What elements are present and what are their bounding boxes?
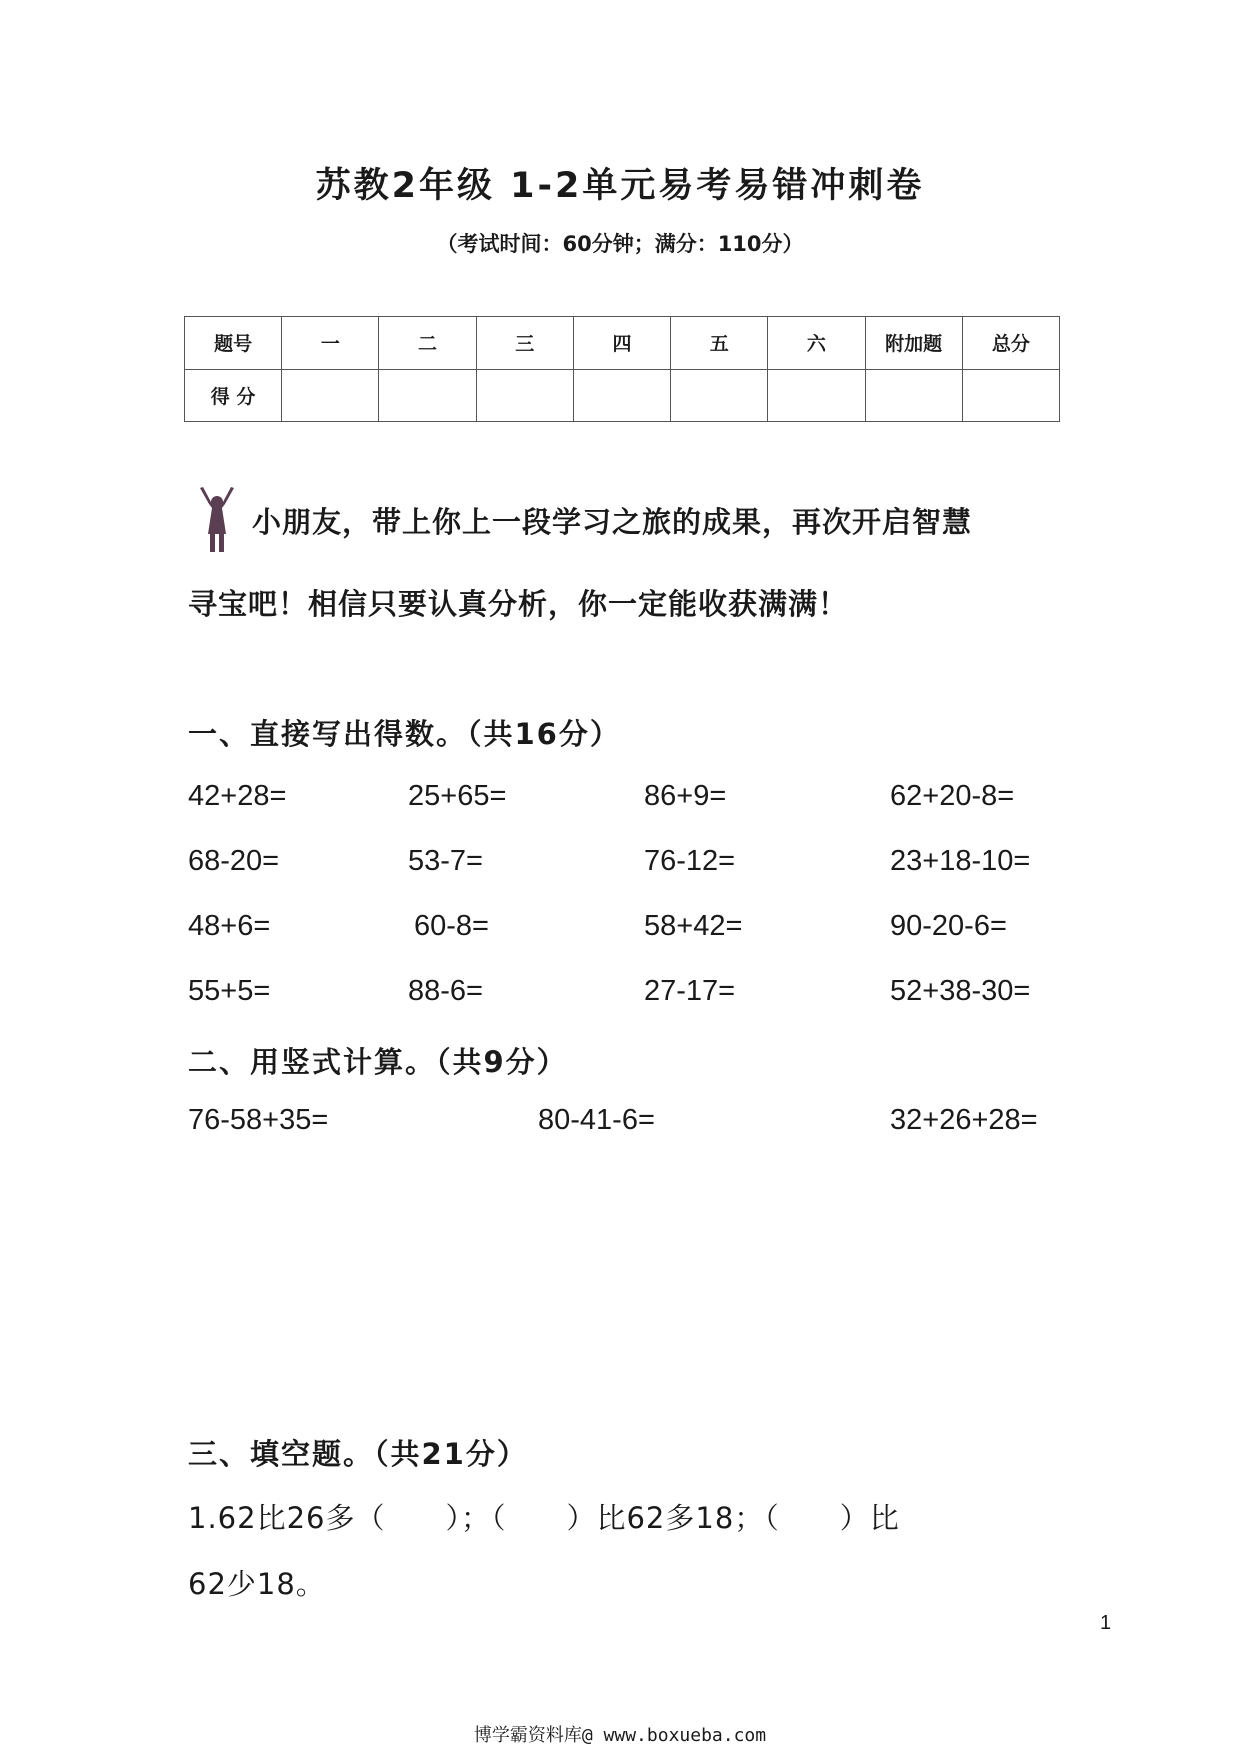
score-cell[interactable]	[768, 369, 865, 422]
exam-info: （考试时间：60分钟；满分：110分）	[436, 232, 804, 256]
problem-item: 88-6=	[408, 975, 483, 1007]
score-header-cell: 四	[573, 317, 670, 370]
fill-blank-question-1-cont: 62少18。	[188, 1567, 326, 1601]
problem-item: 52+38-30=	[890, 975, 1031, 1007]
problem-item: 76-12=	[644, 845, 736, 877]
problem-item: 68-20=	[188, 845, 280, 877]
score-cell[interactable]	[671, 369, 768, 422]
problem-item: 62+20-8=	[890, 780, 1015, 812]
problem-item: 86+9=	[644, 780, 727, 812]
score-table-header-row	[185, 317, 1060, 370]
intro-line-1: 小朋友，带上你上一段学习之旅的成果，再次开启智慧	[252, 505, 973, 539]
score-header-cell: 附加题	[865, 317, 962, 370]
page-number: 1	[1100, 1612, 1112, 1634]
score-table-score-row	[185, 369, 1060, 422]
problem-item: 23+18-10=	[890, 845, 1031, 877]
page-title: 苏教2年级 1-2单元易考易错冲刺卷	[315, 166, 925, 206]
score-cell[interactable]	[962, 369, 1059, 422]
score-header-cell: 总分	[962, 317, 1059, 370]
fill-blank-question-1: 1.62比26多（ ）；（ ）比62多18；（ ）比	[188, 1501, 900, 1535]
vertical-calc-problem: 76-58+35=	[188, 1104, 329, 1136]
problem-item: 58+42=	[644, 910, 743, 942]
vertical-calc-problem: 80-41-6=	[538, 1104, 655, 1136]
child-icon	[196, 486, 238, 554]
score-cell[interactable]	[282, 369, 379, 422]
section-1-heading: 一、直接写出得数。（共16分）	[188, 717, 621, 751]
problem-item: 42+28=	[188, 780, 287, 812]
score-header-cell: 一	[282, 317, 379, 370]
section-3-heading: 三、填空题。（共21分）	[188, 1437, 528, 1471]
score-cell[interactable]	[379, 369, 476, 422]
score-header-cell: 二	[379, 317, 476, 370]
section-2-heading: 二、用竖式计算。（共9分）	[188, 1045, 568, 1079]
score-header-cell: 六	[768, 317, 865, 370]
intro-line-2: 寻宝吧！相信只要认真分析，你一定能收获满满！	[188, 587, 849, 621]
score-header-cell: 题号	[185, 317, 282, 370]
score-header-cell: 三	[476, 317, 573, 370]
score-header-cell: 五	[671, 317, 768, 370]
problem-item: 25+65=	[408, 780, 507, 812]
score-cell[interactable]	[476, 369, 573, 422]
score-table	[184, 316, 1060, 422]
problem-item: 48+6=	[188, 910, 271, 942]
score-cell[interactable]	[573, 369, 670, 422]
problem-item: 60-8=	[414, 910, 489, 942]
problem-item: 27-17=	[644, 975, 736, 1007]
vertical-calc-problem: 32+26+28=	[890, 1104, 1038, 1136]
footer-watermark: 博学霸资料库@ www.boxueba.com	[473, 1725, 767, 1746]
problem-item: 90-20-6=	[890, 910, 1007, 942]
problem-item: 55+5=	[188, 975, 271, 1007]
problem-item: 53-7=	[408, 845, 483, 877]
score-cell[interactable]	[865, 369, 962, 422]
score-row-label: 得 分	[185, 369, 282, 422]
